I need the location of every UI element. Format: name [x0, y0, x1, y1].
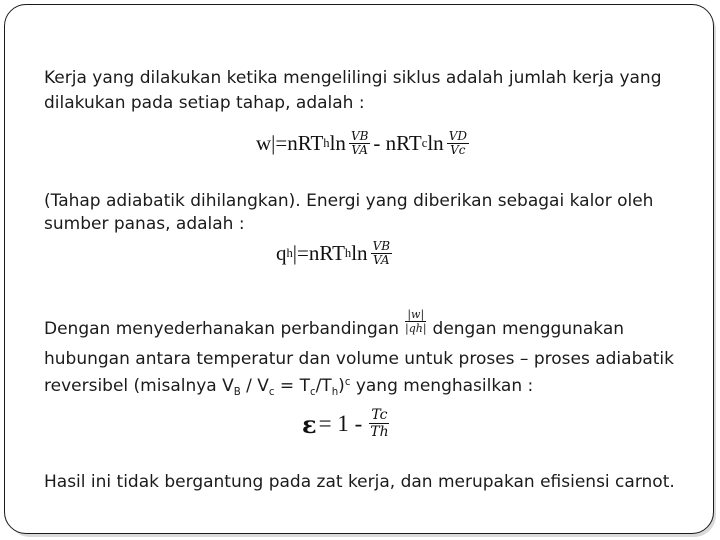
- formula-work-ln-2: ln: [427, 131, 444, 156]
- fraction-denominator: Th: [370, 424, 389, 441]
- formula-work-lhs: w|=nRT: [256, 131, 324, 156]
- formula-heat-ln: ln: [351, 241, 368, 266]
- formula-efficiency: [302, 408, 394, 440]
- paragraph-3-line-3: [44, 371, 684, 404]
- formula-efficiency-rhs: = 1 -: [318, 411, 363, 437]
- paragraph-3-line-2: hubungan antara temperatur dan volume untuk proses – proses adiabatik: [44, 349, 675, 369]
- formula-work-sub-c: c: [421, 136, 428, 151]
- text-segment: yang menghasilkan :: [350, 376, 534, 396]
- text-segment: ): [338, 376, 345, 396]
- ratio-denominator: |qh|: [404, 322, 427, 336]
- subscript-b: B: [233, 387, 241, 398]
- formula-work: [256, 130, 472, 158]
- paragraph-4: Hasil ini tidak bergantung pada zat kerja, dan merupakan efisiensi carnot.: [44, 472, 675, 492]
- formula-efficiency-fraction: [368, 408, 390, 440]
- fraction-numerator: VB: [350, 129, 369, 143]
- paragraph-1-line-1: Kerja yang dilakukan ketika mengelilingi siklus adalah jumlah kerja yang: [44, 68, 662, 88]
- paragraph-3-text-before-ratio: Dengan menyederhanakan perbandingan: [44, 319, 399, 340]
- subscript-c: c: [268, 387, 275, 398]
- formula-work-sub-h: h: [323, 136, 330, 151]
- formula-heat-q: q: [276, 241, 287, 266]
- subscript-h: h: [331, 387, 339, 398]
- paragraph-2-line-1: (Tahap adiabatik dihilangkan). Energi yang diberikan sebagai kalor oleh: [44, 191, 654, 211]
- paragraph-1-line-2: dilakukan pada setiap tahap, adalah :: [44, 93, 365, 113]
- epsilon-symbol: ε: [302, 409, 317, 439]
- paragraph-3-text-after-ratio: dengan menggunakan: [432, 319, 625, 340]
- superscript-c: c: [344, 377, 351, 388]
- fraction-denominator: VA: [373, 253, 390, 268]
- formula-work-fraction-2: [447, 130, 469, 158]
- fraction-numerator: VB: [372, 239, 391, 253]
- fraction-denominator: VA: [351, 143, 368, 158]
- text-segment: /T: [315, 376, 332, 396]
- formula-heat-eq: |=nRT: [292, 241, 345, 266]
- inline-ratio-fraction: [403, 308, 429, 336]
- formula-work-fraction-1: [349, 130, 370, 158]
- text-segment: = T: [274, 376, 310, 396]
- ratio-numerator: |w|: [407, 308, 425, 321]
- fraction-numerator: Tc: [371, 407, 388, 423]
- subscript-c: c: [309, 387, 316, 398]
- fraction-denominator: Vc: [450, 143, 466, 158]
- paragraph-2-line-2: sumber panas, adalah :: [44, 214, 245, 234]
- formula-heat-sub-h-1: h: [286, 246, 293, 261]
- paragraph-3-line-1: [44, 308, 684, 343]
- text-segment: reversibel (misalnya V: [44, 376, 234, 396]
- formula-heat: [276, 240, 395, 268]
- formula-work-ln-1: ln: [329, 131, 346, 156]
- formula-heat-fraction: [371, 240, 392, 268]
- formula-heat-sub-h-2: h: [344, 246, 352, 261]
- fraction-numerator: VD: [448, 129, 467, 143]
- text-segment: / V: [240, 376, 269, 396]
- formula-work-mid: - nRT: [373, 131, 422, 156]
